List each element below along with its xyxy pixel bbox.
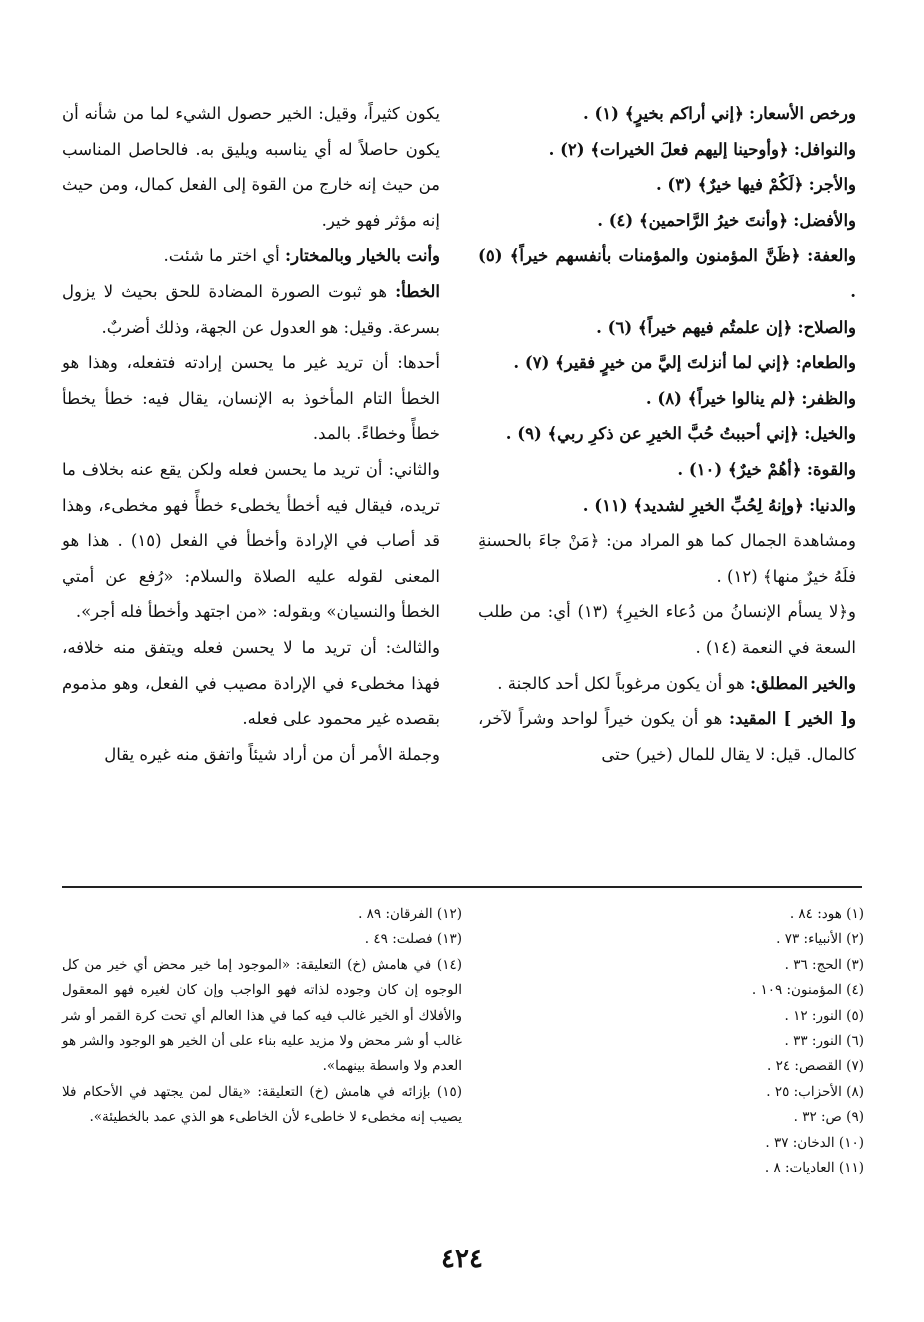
term-label: والأفضل: <box>793 210 856 230</box>
paragraph <box>62 274 440 345</box>
paragraph <box>62 737 440 773</box>
footnotes-left <box>62 902 462 1131</box>
paragraph <box>478 345 856 381</box>
footnote: (٥) النور: ١٢ . <box>784 1007 864 1024</box>
quran-quote: ﴿لَكُمْ فيها خيرٌ﴾ (٣) . <box>655 175 804 195</box>
quran-quote: ﴿وأوحينا إليهم فعلَ الخيرات﴾ (٢) . <box>548 139 789 159</box>
paragraph <box>478 452 856 488</box>
paragraph <box>478 523 856 594</box>
paragraph-text: يكون كثيراً، وقيل: الخير حصول الشيء لما من شأنه أن يكون حاصلاً له أي يناسبه ويليق به. فالحاصل المناسب من حيث إنه خارج من القوة إلى الفعل كمال، ومن حيث إنه مؤثر فهو خير. <box>62 104 440 230</box>
footnote: (٨) الأحزاب: ٢٥ . <box>766 1083 864 1100</box>
footnote: (١٥) بإزائه في هامش (خ) التعليقة: «يقال لمن يجتهد في الأحكام فلا يصيب إنه مخطىء لا خاطىء لأن الخاطىء هو الذي عمد بالخطيئة». <box>62 1083 462 1126</box>
term-label: والأجر: <box>808 175 856 195</box>
quran-quote: ﴿وأنتَ خيرُ الرَّاحمين﴾ (٤) . <box>597 210 788 230</box>
term-label: الخطأ: <box>395 281 440 301</box>
right-text-column <box>478 96 856 772</box>
paragraph <box>62 630 440 737</box>
paragraph <box>62 452 440 630</box>
footnote: (٣) الحج: ٣٦ . <box>784 956 864 973</box>
term-label: والعفة: <box>807 246 856 266</box>
term-label: والصلاح: <box>797 317 856 337</box>
footnote: (١٤) في هامش (خ) التعليقة: «الموجود إما خير محض أي خير من كل الوجوه إن كان وجوده لذاته فهو الواجب وإن كان لغيره فهو المعقول والأفلاك أو الخير غالب فيه كما في هذا العالم أي تحت كرة القمر أو شر غالب أو شر محض ولا مزيد عليه بناء على أن الخير هو الوجود والشر هو العدم ولا واسطة بينهما». <box>62 956 462 1075</box>
term-label: والطعام: <box>795 353 856 373</box>
paragraph <box>478 416 856 452</box>
paragraph <box>478 488 856 524</box>
paragraph-text: والثالث: أن تريد ما لا يحسن فعله ويتفق منه خلافه، فهذا مخطىء في الإرادة مصيب في الفعل، وهو مذموم بقصده غير محمود على فعله. <box>62 637 440 729</box>
paragraph <box>478 132 856 168</box>
quran-quote: ﴿أهُمْ خيرٌ﴾ (١٠) . <box>677 459 802 479</box>
term-label: والقوة: <box>806 459 856 479</box>
footnotes-right <box>478 902 864 1181</box>
paragraph-text: هو ثبوت الصورة المضادة للحق بحيث لا يزول بسرعة. وقيل: هو العدول عن الجهة، وذلك أضربٌ. <box>62 281 440 337</box>
term-label: والظفر: <box>801 388 856 408</box>
paragraph <box>478 666 856 702</box>
paragraph <box>478 238 856 309</box>
footnote: (٧) القصص: ٢٤ . <box>767 1058 864 1075</box>
paragraph <box>478 203 856 239</box>
term-label: و[ الخير ] المقيد: <box>729 709 857 729</box>
quran-quote: ﴿ظَنَّ المؤمنون والمؤمنات بأنفسهم خيراً﴾ (٥) . <box>478 246 856 301</box>
footnote: (٩) ص: ٣٢ . <box>793 1109 864 1126</box>
paragraph <box>62 238 440 274</box>
page-number: ٤٢٤ <box>441 1244 483 1274</box>
left-text-column <box>62 96 440 772</box>
quran-quote: ﴿إني لما أنزلتَ إليَّ من خيرٍ فقير﴾ (٧) . <box>513 353 791 373</box>
quran-quote: ﴿إني أراكم بخيرٍ﴾ (١) . <box>583 104 744 123</box>
paragraph-text: ومشاهدة الجمال كما هو المراد من: ﴿مَنْ جاءَ بالحسنةِ فلَهُ خيرٌ منها﴾ (١٢) . <box>478 531 856 586</box>
paragraph <box>478 381 856 417</box>
footnote: (١٠) الدخان: ٣٧ . <box>765 1134 864 1151</box>
paragraph <box>478 701 856 772</box>
paragraph-text: أي اختر ما شئت. <box>163 246 280 266</box>
quran-quote: ﴿إن علمتُم فيهم خيراً﴾ (٦) . <box>596 317 793 337</box>
term-label: والدنيا: <box>809 495 856 515</box>
term-label: وأنت بالخيار وبالمختار: <box>285 246 440 266</box>
term-label: والخيل: <box>804 424 856 444</box>
paragraph <box>478 310 856 346</box>
footnote: (٦) النور: ٣٣ . <box>784 1033 864 1050</box>
paragraph <box>478 96 856 132</box>
paragraph <box>62 345 440 452</box>
footnote: (١١) العاديات: ٨ . <box>764 1160 864 1177</box>
term-label: ورخص الأسعار: <box>749 104 856 123</box>
paragraph <box>478 594 856 665</box>
paragraph-text: و﴿لا يسأم الإنسانُ من دُعاء الخيرِ﴾ (١٣) أي: من طلب السعة في النعمة (١٤) . <box>478 602 856 657</box>
quran-quote: ﴿إني أحببتُ حُبَّ الخيرِ عن ذكرِ ربي﴾ (٩) . <box>505 424 799 444</box>
paragraph-text: وجملة الأمر أن من أراد شيئاً واتفق منه غيره يقال <box>104 744 440 764</box>
paragraph <box>62 96 440 238</box>
footnote: (١٣) فصلت: ٤٩ . <box>364 931 462 948</box>
paragraph-text: أحدها: أن تريد غير ما يحسن إرادته فتفعله، وهذا هو الخطأ التام المأخوذ به الإنسان، يقال فيه: خطأ يخطأ خطأً وخطاءً. بالمد. <box>62 353 440 444</box>
term-label: والنوافل: <box>793 139 856 159</box>
paragraph-text: هو أن يكون خيراً لواحد وشراً لآخر، كالمال. قيل: لا يقال للمال (خير) حتى <box>478 709 856 764</box>
quran-quote: ﴿لم ينالوا خيراً﴾ (٨) . <box>645 388 797 408</box>
footnote: (١) هود: ٨٤ . <box>789 906 864 922</box>
footnote: (٢) الأنبياء: ٧٣ . <box>776 931 864 948</box>
paragraph-text: هو أن يكون مرغوباً لكل أحد كالجنة . <box>497 673 745 693</box>
paragraph-text: والثاني: أن تريد ما يحسن فعله ولكن يقع عنه بخلاف ما تريده، فيقال فيه أخطأ يخطىء خطأً فهو مخطىء، وهذا قد أصاب في الإرادة وأخطأ في الفعل (١٥) . هذا هو المعنى لقوله عليه الصلاة والسلام: «رُفع عن أمتي الخطأ والنسيان» وبقوله: «من اجتهد وأخطأ فله أجر». <box>62 459 440 622</box>
footnote: (٤) المؤمنون: ١٠٩ . <box>751 982 864 999</box>
quran-quote: ﴿وإنهُ لِحُبِّ الخيرِ لشديد﴾ (١١) . <box>582 495 804 515</box>
footnote: (١٢) الفرقان: ٨٩ . <box>358 906 462 922</box>
footnote-separator <box>62 886 862 888</box>
paragraph <box>478 167 856 203</box>
term-label: والخير المطلق: <box>749 673 856 693</box>
